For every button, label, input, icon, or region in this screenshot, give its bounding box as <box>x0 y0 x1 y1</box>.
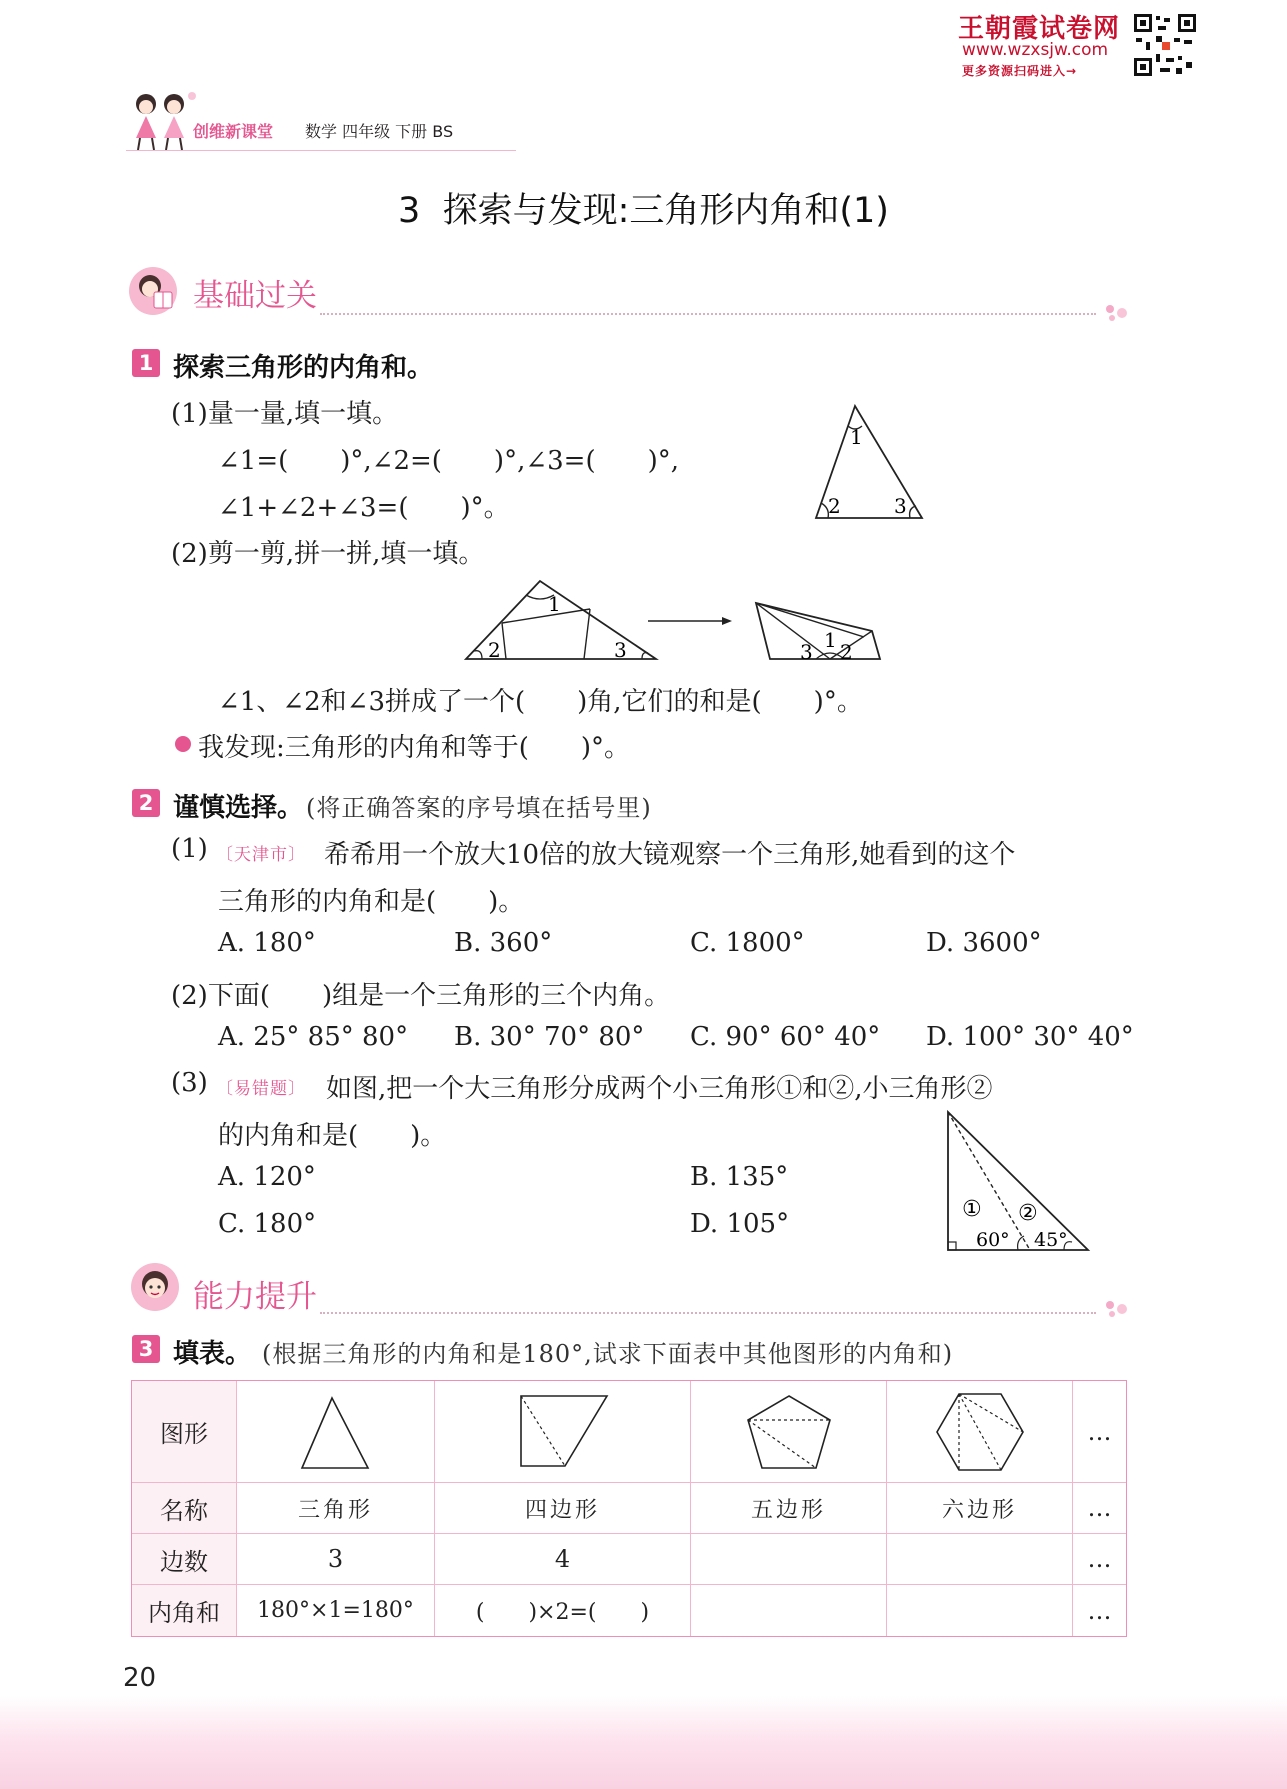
triangle-shape <box>296 1392 376 1472</box>
row-header-name: 名称 <box>132 1483 237 1534</box>
question-3-badge: 3 <box>132 1335 160 1363</box>
q1-part1-line2[interactable]: ∠1+∠2+∠3=( )°。 <box>218 493 510 523</box>
q2-s1-number: (1) <box>171 834 208 864</box>
lesson-title: 3 探索与发现:三角形内角和(1) <box>398 191 889 231</box>
q2-s1-tag: 〔天津市〕 <box>216 845 306 865</box>
name-cell: 三角形 <box>237 1483 435 1534</box>
series-name: 创维新课堂 <box>193 122 274 141</box>
qr-code-icon[interactable] <box>1132 12 1198 78</box>
question-3-hint: (根据三角形的内角和是180°,试求下面表中其他图形的内角和) <box>262 1340 954 1368</box>
figure-region-2: ② <box>1018 1201 1038 1226</box>
q2-s1-text2[interactable]: 三角形的内角和是( )。 <box>218 887 525 917</box>
name-cell: 五边形 <box>691 1483 887 1534</box>
q2-s3-text2[interactable]: 的内角和是( )。 <box>218 1121 447 1151</box>
q2-s2-option-c[interactable]: C. 90° 60° 40° <box>690 1022 881 1052</box>
section-divider <box>320 313 1096 315</box>
q2-s1-text: 希希用一个放大10倍的放大镜观察一个三角形,她看到的这个 <box>324 840 1016 870</box>
triangle-shape-cell <box>237 1381 435 1483</box>
section-advanced-title: 能力提升 <box>193 1279 317 1315</box>
footer-band <box>0 1696 1287 1789</box>
q1-part2-label: (2)剪一剪,拼一拼,填一填。 <box>171 539 485 569</box>
svg-text:3: 3 <box>614 638 627 662</box>
svg-text:2: 2 <box>840 640 853 664</box>
q2-s3-text: 如图,把一个大三角形分成两个小三角形①和②,小三角形② <box>326 1074 993 1104</box>
brand-title: 王朝霞试卷网 <box>958 14 1121 44</box>
sides-cell: 4 <box>435 1534 691 1585</box>
book-info: 数学 四年级 下册 BS <box>305 122 454 141</box>
sides-input-cell[interactable] <box>691 1534 887 1585</box>
page-number: 20 <box>123 1663 157 1693</box>
sides-input-cell[interactable] <box>887 1534 1073 1585</box>
brand-url[interactable]: www.wzxsjw.com <box>962 40 1109 60</box>
ellipsis-cell: … <box>1073 1534 1126 1585</box>
q2-s1-option-b[interactable]: B. 360° <box>454 928 553 958</box>
girl-reading-icon <box>128 266 178 316</box>
q2-s1-option-a[interactable]: A. 180° <box>218 928 316 958</box>
angle-2-label: 2 <box>828 494 841 518</box>
svg-text:1: 1 <box>548 592 561 616</box>
question-1-badge: 1 <box>132 349 160 377</box>
question-3-title: 填表。 <box>173 1339 252 1369</box>
row-header-angle-sum: 内角和 <box>132 1585 237 1636</box>
section-divider <box>320 1312 1096 1314</box>
cut-and-join-figure <box>460 575 890 665</box>
q2-s2-option-a[interactable]: A. 25° 85° 80° <box>218 1022 409 1052</box>
angle-sum-cell: 180°×1=180° <box>237 1585 435 1636</box>
q1-discover-line[interactable]: 我发现:三角形的内角和等于( )°。 <box>198 733 631 763</box>
q1-part1-label: (1)量一量,填一填。 <box>171 399 399 429</box>
right-arrow-icon <box>648 617 732 625</box>
row-header-sides: 边数 <box>132 1534 237 1585</box>
svg-text:1: 1 <box>824 628 837 652</box>
ellipsis-cell: … <box>1087 1596 1112 1625</box>
quadrilateral-shape <box>513 1392 613 1472</box>
q2-s2-option-d[interactable]: D. 100° 30° 40° <box>926 1022 1134 1052</box>
discover-bullet-icon <box>175 736 191 752</box>
angle-sum-input-cell[interactable] <box>887 1585 1073 1636</box>
quadrilateral-shape-cell <box>435 1381 691 1483</box>
boy-thinking-icon <box>130 1262 180 1312</box>
figure-region-1: ① <box>962 1197 982 1222</box>
row-header-shape: 图形 <box>132 1381 237 1483</box>
angle-sum-input-cell[interactable]: ( )×2=( ) <box>435 1585 691 1636</box>
polygon-angle-table <box>131 1380 1127 1637</box>
pentagon-shape-cell <box>691 1381 887 1483</box>
kids-mascot-icon <box>126 90 198 152</box>
brand-more-text: 更多资源扫码进入→ <box>962 64 1078 78</box>
figure-angle-45: 45° <box>1034 1229 1068 1251</box>
q2-s3-option-b[interactable]: B. 135° <box>690 1162 789 1192</box>
ellipsis-cell: … <box>1073 1381 1126 1483</box>
section-basic-title: 基础过关 <box>193 278 317 314</box>
q2-s3-option-d[interactable]: D. 105° <box>690 1209 790 1239</box>
ellipsis-cell: … <box>1073 1483 1126 1534</box>
q2-s1-option-d[interactable]: D. 3600° <box>926 928 1042 958</box>
q2-s3-number: (3) <box>171 1068 208 1098</box>
dots-decoration-icon <box>1102 1299 1132 1319</box>
question-2-badge: 2 <box>132 789 160 817</box>
name-cell: 四边形 <box>435 1483 691 1534</box>
question-2-hint: (将正确答案的序号填在括号里) <box>306 794 652 822</box>
q2-s2-option-b[interactable]: B. 30° 70° 80° <box>454 1022 645 1052</box>
angle-1-label: 1 <box>850 425 863 449</box>
angle-sum-input-cell[interactable] <box>691 1585 887 1636</box>
q1-part2-answer-line[interactable]: ∠1、∠2和∠3拼成了一个( )角,它们的和是( )°。 <box>218 687 863 717</box>
q2-s2-text[interactable]: (2)下面( )组是一个三角形的三个内角。 <box>171 981 671 1011</box>
angle-3-label: 3 <box>894 494 907 518</box>
header-divider <box>126 150 516 151</box>
name-cell: 六边形 <box>887 1483 1073 1534</box>
dots-decoration-icon <box>1102 303 1132 323</box>
q2-s3-tag: 〔易错题〕 <box>216 1079 306 1099</box>
hexagon-shape-cell <box>887 1381 1073 1483</box>
svg-text:3: 3 <box>800 640 813 664</box>
figure-angle-60: 60° <box>976 1229 1010 1251</box>
q2-s3-option-a[interactable]: A. 120° <box>218 1162 316 1192</box>
sides-cell: 3 <box>237 1534 435 1585</box>
question-2-title: 谨慎选择。 <box>173 793 304 823</box>
hexagon-shape <box>933 1390 1027 1474</box>
split-triangle-figure <box>940 1108 1092 1254</box>
pentagon-shape <box>744 1392 834 1472</box>
q2-s3-option-c[interactable]: C. 180° <box>218 1209 317 1239</box>
triangle-figure-1 <box>810 400 926 522</box>
q2-s1-option-c[interactable]: C. 1800° <box>690 928 805 958</box>
svg-text:2: 2 <box>488 638 501 662</box>
q1-part1-line1[interactable]: ∠1=( )°,∠2=( )°,∠3=( )°, <box>218 446 679 476</box>
question-1-title: 探索三角形的内角和。 <box>173 353 434 383</box>
